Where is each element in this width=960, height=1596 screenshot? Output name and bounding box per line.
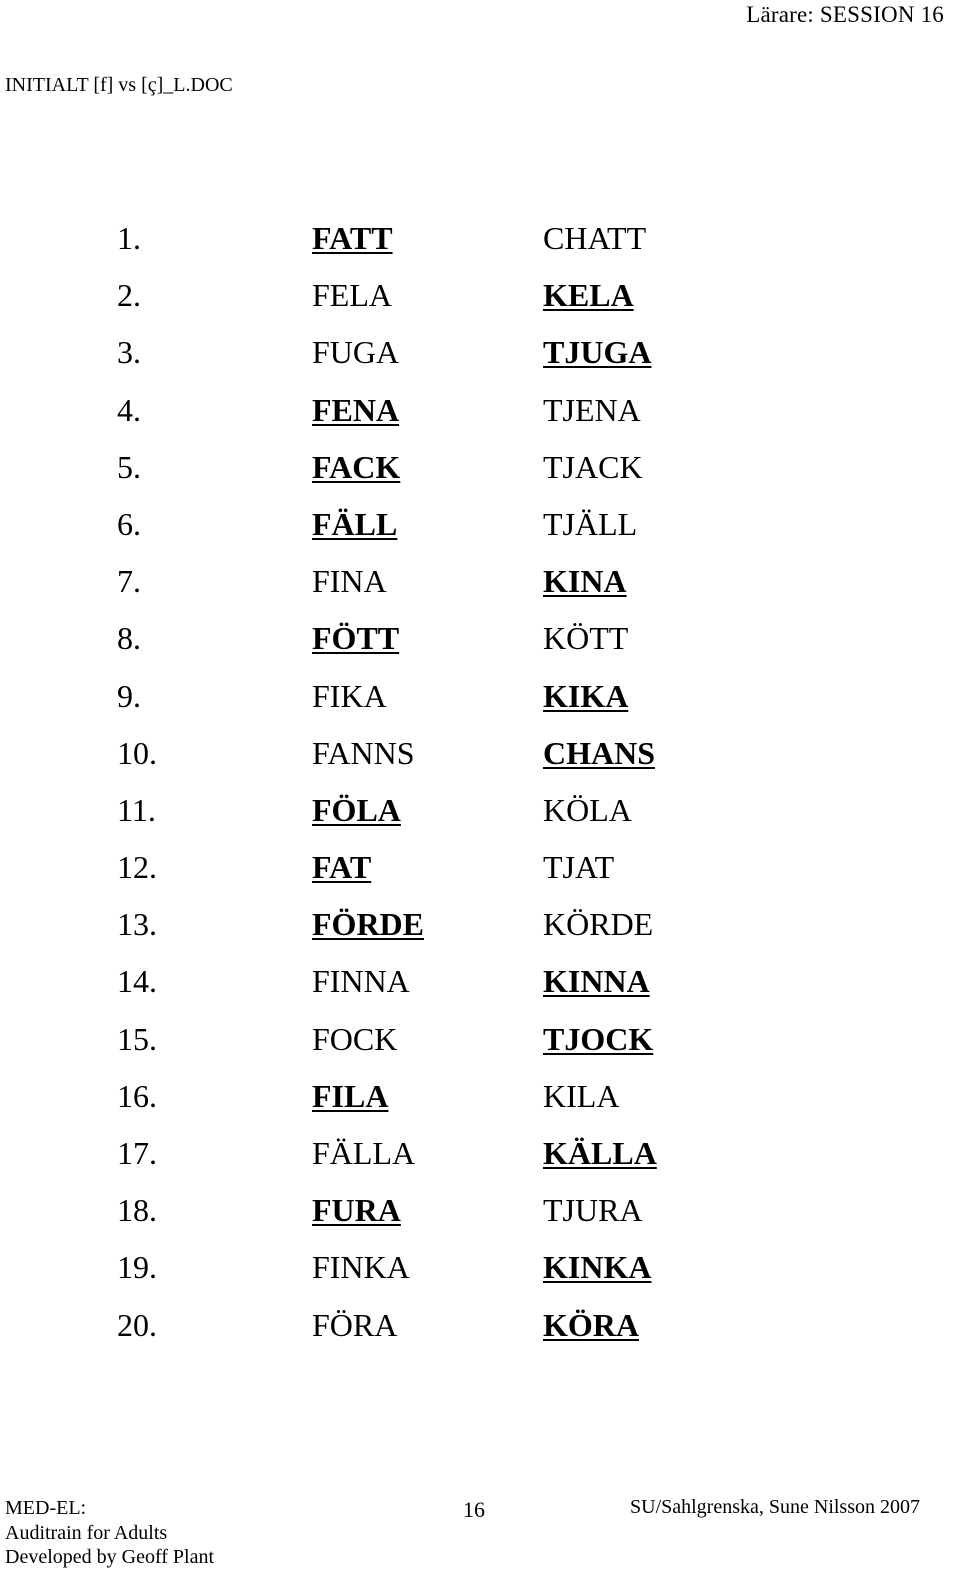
word-b: KÖLA: [543, 791, 632, 828]
word-b: KELA: [543, 277, 634, 314]
word-a: FINA: [312, 563, 387, 600]
word-a: FÄLLA: [312, 1135, 416, 1171]
word-pair-number: 8.: [117, 620, 141, 657]
word-pair-row: [0, 1019, 960, 1076]
word-pair-row: [0, 1076, 960, 1133]
word-a: FÖRA: [312, 1306, 398, 1343]
word-pair-number: 2.: [117, 277, 141, 314]
word-b: KÖRDE: [543, 906, 654, 943]
word-pair-number: 20.: [117, 1306, 157, 1343]
word-pair-number: 6.: [117, 505, 141, 542]
word-b: CHANS: [543, 734, 656, 771]
page-number: 16: [463, 1497, 485, 1522]
word-b: KINA: [543, 563, 627, 600]
word-a: FÖRDE: [312, 906, 424, 943]
word-pair-number: 5.: [117, 448, 141, 485]
word-pair-number: 15.: [117, 1020, 157, 1057]
footer-left: [5, 1496, 214, 1570]
footer-line-1: MED-EL:: [5, 1497, 87, 1519]
word-a: FILA: [312, 1077, 389, 1114]
word-a: FACK: [312, 448, 401, 485]
word-a: FURA: [312, 1192, 401, 1229]
word-a: FELA: [312, 277, 392, 314]
word-b: TJÄLL: [543, 505, 638, 542]
word-pair-number: 13.: [117, 906, 157, 943]
word-pair-row: [0, 618, 960, 675]
word-b: TJENA: [543, 391, 641, 428]
word-pair-number: 10.: [117, 734, 157, 771]
word-pair-list: [0, 218, 960, 1362]
word-b: KINKA: [543, 1249, 652, 1286]
word-pair-row: [0, 1247, 960, 1304]
word-a: FINKA: [312, 1249, 410, 1286]
word-b: TJUGA: [543, 334, 652, 371]
word-b: KIKA: [543, 677, 629, 714]
word-a: FANNS: [312, 734, 415, 771]
footer-credit: SU/Sahlgrenska, Sune Nilsson 2007: [630, 1496, 920, 1518]
word-pair-row: [0, 332, 960, 389]
word-pair-row: [0, 847, 960, 904]
word-b: TJACK: [543, 448, 643, 485]
word-a: FATT: [312, 220, 393, 256]
word-pair-row: [0, 504, 960, 561]
word-a: FIKA: [312, 677, 387, 714]
word-pair-number: 9.: [117, 677, 141, 714]
word-pair-number: 1.: [117, 220, 141, 256]
word-pair-number: 17.: [117, 1135, 157, 1171]
word-b: TJAT: [543, 849, 615, 886]
word-pair-row: [0, 390, 960, 447]
word-a: FÖLA: [312, 791, 401, 828]
word-a: FÄLL: [312, 505, 398, 542]
word-pair-row: [0, 1305, 960, 1362]
word-pair-number: 18.: [117, 1192, 157, 1229]
word-pair-number: 19.: [117, 1249, 157, 1286]
word-pair-number: 3.: [117, 334, 141, 371]
word-b: CHATT: [543, 220, 647, 256]
word-pair-number: 14.: [117, 963, 157, 1000]
word-pair-number: 11.: [117, 791, 156, 828]
word-pair-row: [0, 275, 960, 332]
word-pair-row: [0, 218, 960, 275]
word-pair-number: 7.: [117, 563, 141, 600]
word-pair-row: [0, 561, 960, 618]
word-pair-row: [0, 904, 960, 961]
word-b: TJOCK: [543, 1020, 654, 1057]
word-b: KÖTT: [543, 620, 629, 657]
word-pair-row: [0, 447, 960, 504]
word-a: FUGA: [312, 334, 400, 371]
footer-line-3: Developed by Geoff Plant: [5, 1546, 215, 1568]
word-a: FÖTT: [312, 620, 400, 657]
footer-line-2: Auditrain for Adults: [5, 1521, 168, 1544]
word-pair-row: [0, 1190, 960, 1247]
word-pair-row: [0, 790, 960, 847]
word-b: KÄLLA: [543, 1135, 657, 1171]
word-pair-row: [0, 733, 960, 790]
word-a: FENA: [312, 391, 400, 428]
word-a: FAT: [312, 849, 372, 886]
word-pair-row: [0, 961, 960, 1018]
word-pair-number: 4.: [117, 391, 141, 428]
word-b: TJURA: [543, 1192, 643, 1229]
word-b: KILA: [543, 1077, 620, 1114]
word-b: KINNA: [543, 963, 650, 1000]
document-name: INITIALT [f] vs [ç]_L.DOC: [5, 74, 233, 96]
word-pair-row: [0, 1133, 960, 1190]
word-a: FINNA: [312, 963, 410, 1000]
word-b: KÖRA: [543, 1306, 639, 1343]
session-label: Lärare: SESSION 16: [746, 2, 944, 27]
word-a: FOCK: [312, 1020, 398, 1057]
word-pair-row: [0, 676, 960, 733]
word-pair-number: 12.: [117, 849, 157, 886]
word-pair-number: 16.: [117, 1077, 157, 1114]
